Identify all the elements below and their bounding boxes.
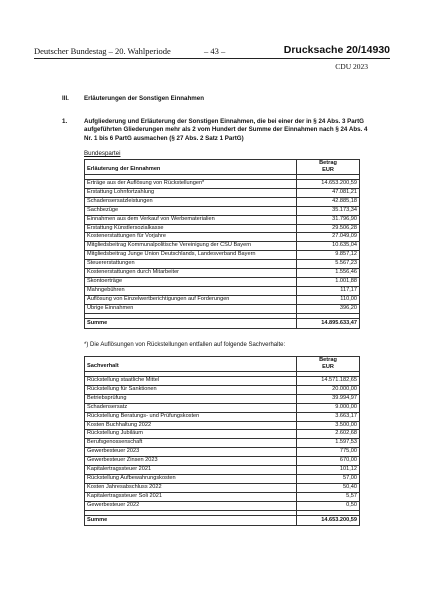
sum-label: Summe: [85, 318, 297, 328]
table-row: [85, 474, 360, 483]
amount-header-line2: EUR: [322, 364, 334, 370]
table-row: [85, 277, 360, 286]
table-row: [85, 394, 360, 403]
row-label: Rückstellung Aufbewahrungskosten: [85, 474, 297, 483]
row-label: Kapitalertragssteuer 2021: [85, 466, 297, 475]
table-row: [85, 197, 360, 206]
table-row: [85, 260, 360, 269]
row-amount: 110,00: [297, 295, 360, 304]
row-label: Rückstellung für Sanktionen: [85, 385, 297, 394]
row-label: Rückstellung Beratungs- und Prüfungskosten: [85, 412, 297, 421]
row-amount: 20.000,00: [297, 385, 360, 394]
row-label: Kosten Buchhaltung 2022: [85, 421, 297, 430]
page-header: [34, 44, 390, 58]
row-amount: 1.556,46: [297, 269, 360, 278]
row-label: Kostenerstattungen für Vorjahre: [85, 233, 297, 242]
row-amount: 14.653.200,59: [297, 180, 360, 189]
sum-amount: 14.895.633,47: [297, 318, 360, 328]
table-row: [85, 224, 360, 233]
row-amount: 3.500,00: [297, 421, 360, 430]
table-row: [85, 188, 360, 197]
table-row: [85, 377, 360, 386]
row-label: Berufsgenossenschaft: [85, 439, 297, 448]
provisions-table: [84, 356, 360, 526]
row-label: Gewerbesteuer 2022: [85, 501, 297, 510]
row-amount: 670,00: [297, 457, 360, 466]
row-label: Skontoerträge: [85, 277, 297, 286]
row-amount: 50,40: [297, 483, 360, 492]
row-label: Mitgliedsbeitrag Kommunalpolitische Vereinigung der CSU Bayern: [85, 242, 297, 251]
row-amount: 9.857,12: [297, 251, 360, 260]
row-label: Erstattung Künstlersozialkasse: [85, 224, 297, 233]
amount-header-line1: Betrag: [319, 160, 337, 166]
header-rule: [34, 58, 390, 59]
row-label: Schadensersatzleistungen: [85, 197, 297, 206]
row-amount: 2.602,68: [297, 430, 360, 439]
row-label: Mitgliedsbeitrag Junge Union Deutschlands, Landesverband Bayern: [85, 251, 297, 260]
table-row: [85, 412, 360, 421]
sum-amount: 14.653.200,59: [297, 515, 360, 525]
table-row: [85, 483, 360, 492]
row-amount: 101,12: [297, 466, 360, 475]
amount-header-line2: EUR: [322, 167, 334, 173]
row-amount: 31.796,90: [297, 215, 360, 224]
row-label: Erträge aus der Auflösung von Rückstellungen*: [85, 180, 297, 189]
page-number: – 43 –: [204, 46, 226, 56]
table-row: [85, 304, 360, 313]
document-label: Drucksache 20/14930: [283, 44, 390, 56]
row-label: Auflösung von Einzelwertberichtigungen auf Forderungen: [85, 295, 297, 304]
income-table: [84, 159, 360, 329]
row-label: Betriebsprüfung: [85, 394, 297, 403]
amount-header-line1: Betrag: [319, 357, 337, 363]
party-tag: CDU 2023: [335, 62, 368, 71]
table-row: [85, 501, 360, 510]
column-header-label: Erläuterung der Einnahmen: [85, 160, 297, 175]
row-label: Rückstellung Jubiläum: [85, 430, 297, 439]
row-amount: 42.885,18: [297, 197, 360, 206]
row-label: Übrige Einnahmen: [85, 304, 297, 313]
table-row: [85, 492, 360, 501]
row-label: Kostenerstattungen durch Mitarbeiter: [85, 269, 297, 278]
footnote: *) Die Auflösungen von Rückstellungen entfallen auf folgende Sachverhalte:: [84, 342, 286, 348]
table-row: [85, 385, 360, 394]
table-header-row: [85, 357, 360, 372]
section-title: Erläuterungen der Sonstigen Einnahmen: [84, 95, 204, 102]
row-amount: 0,50: [297, 501, 360, 510]
table-row: [85, 439, 360, 448]
column-header-amount: [297, 160, 360, 175]
row-amount: 9.000,00: [297, 403, 360, 412]
table-row: [85, 215, 360, 224]
row-label: Gewerbesteuer 2023: [85, 448, 297, 457]
subsection-text: Aufgliederung und Erläuterung der Sonstigen Einnahmen, die bei einer der in § 24 Abs. 3 PartG aufgeführten Gliederungen mehr als 2 vom Hundert der Summe der Einnahmen nach § 24 Abs. 4 Nr. 1 bis 6 PartG ausmachen (§ 27 Abs. 2 Satz 1 PartG): [84, 118, 368, 142]
row-label: Steuererstattungen: [85, 260, 297, 269]
row-amount: 29.506,28: [297, 224, 360, 233]
row-amount: 39.994,97: [297, 394, 360, 403]
header-left: Deutscher Bundestag – 20. Wahlperiode: [34, 46, 171, 56]
party-label: Bundespartei: [84, 150, 121, 157]
table-row: [85, 457, 360, 466]
row-amount: 396,20: [297, 304, 360, 313]
section-number: III.: [62, 95, 69, 102]
row-amount: 10.635,04: [297, 242, 360, 251]
column-header-label: Sachverhalt: [85, 357, 297, 372]
table-row: [85, 448, 360, 457]
row-amount: 1.597,53: [297, 439, 360, 448]
table-header-row: [85, 160, 360, 175]
table-row: [85, 269, 360, 278]
subsection-heading: [62, 118, 372, 143]
row-label: Kapitalertragssteuer Soli 2021: [85, 492, 297, 501]
sum-row: [85, 515, 360, 525]
table-row: [85, 233, 360, 242]
row-amount: 47.081,21: [297, 188, 360, 197]
row-label: Kosten Jahresabschluss 2022: [85, 483, 297, 492]
row-label: Erstattung Lohnfortzahlung: [85, 188, 297, 197]
row-label: Sachbezüge: [85, 206, 297, 215]
row-amount: 57,00: [297, 474, 360, 483]
sum-row: [85, 318, 360, 328]
row-amount: 27.049,09: [297, 233, 360, 242]
row-label: Einnahmen aus dem Verkauf von Werbematerialien: [85, 215, 297, 224]
row-amount: 14.571.182,65: [297, 377, 360, 386]
row-amount: 1.001,88: [297, 277, 360, 286]
sum-label: Summe: [85, 515, 297, 525]
table-row: [85, 180, 360, 189]
table-row: [85, 403, 360, 412]
column-header-amount: [297, 357, 360, 372]
table-row: [85, 206, 360, 215]
table-row: [85, 242, 360, 251]
row-amount: 117,17: [297, 286, 360, 295]
row-amount: 5,57: [297, 492, 360, 501]
row-label: Gewerbesteuer Zinsen 2023: [85, 457, 297, 466]
row-amount: 35.173,34: [297, 206, 360, 215]
table-row: [85, 421, 360, 430]
table-row: [85, 251, 360, 260]
row-amount: 3.663,17: [297, 412, 360, 421]
row-amount: 775,00: [297, 448, 360, 457]
table-row: [85, 295, 360, 304]
row-label: Mahngebühren: [85, 286, 297, 295]
subsection-number: 1.: [62, 118, 68, 125]
table-row: [85, 430, 360, 439]
table-row: [85, 466, 360, 475]
row-amount: 5.567,23: [297, 260, 360, 269]
row-label: Rückstellung staatliche Mittel: [85, 377, 297, 386]
table-row: [85, 286, 360, 295]
row-label: Schadensersatz: [85, 403, 297, 412]
